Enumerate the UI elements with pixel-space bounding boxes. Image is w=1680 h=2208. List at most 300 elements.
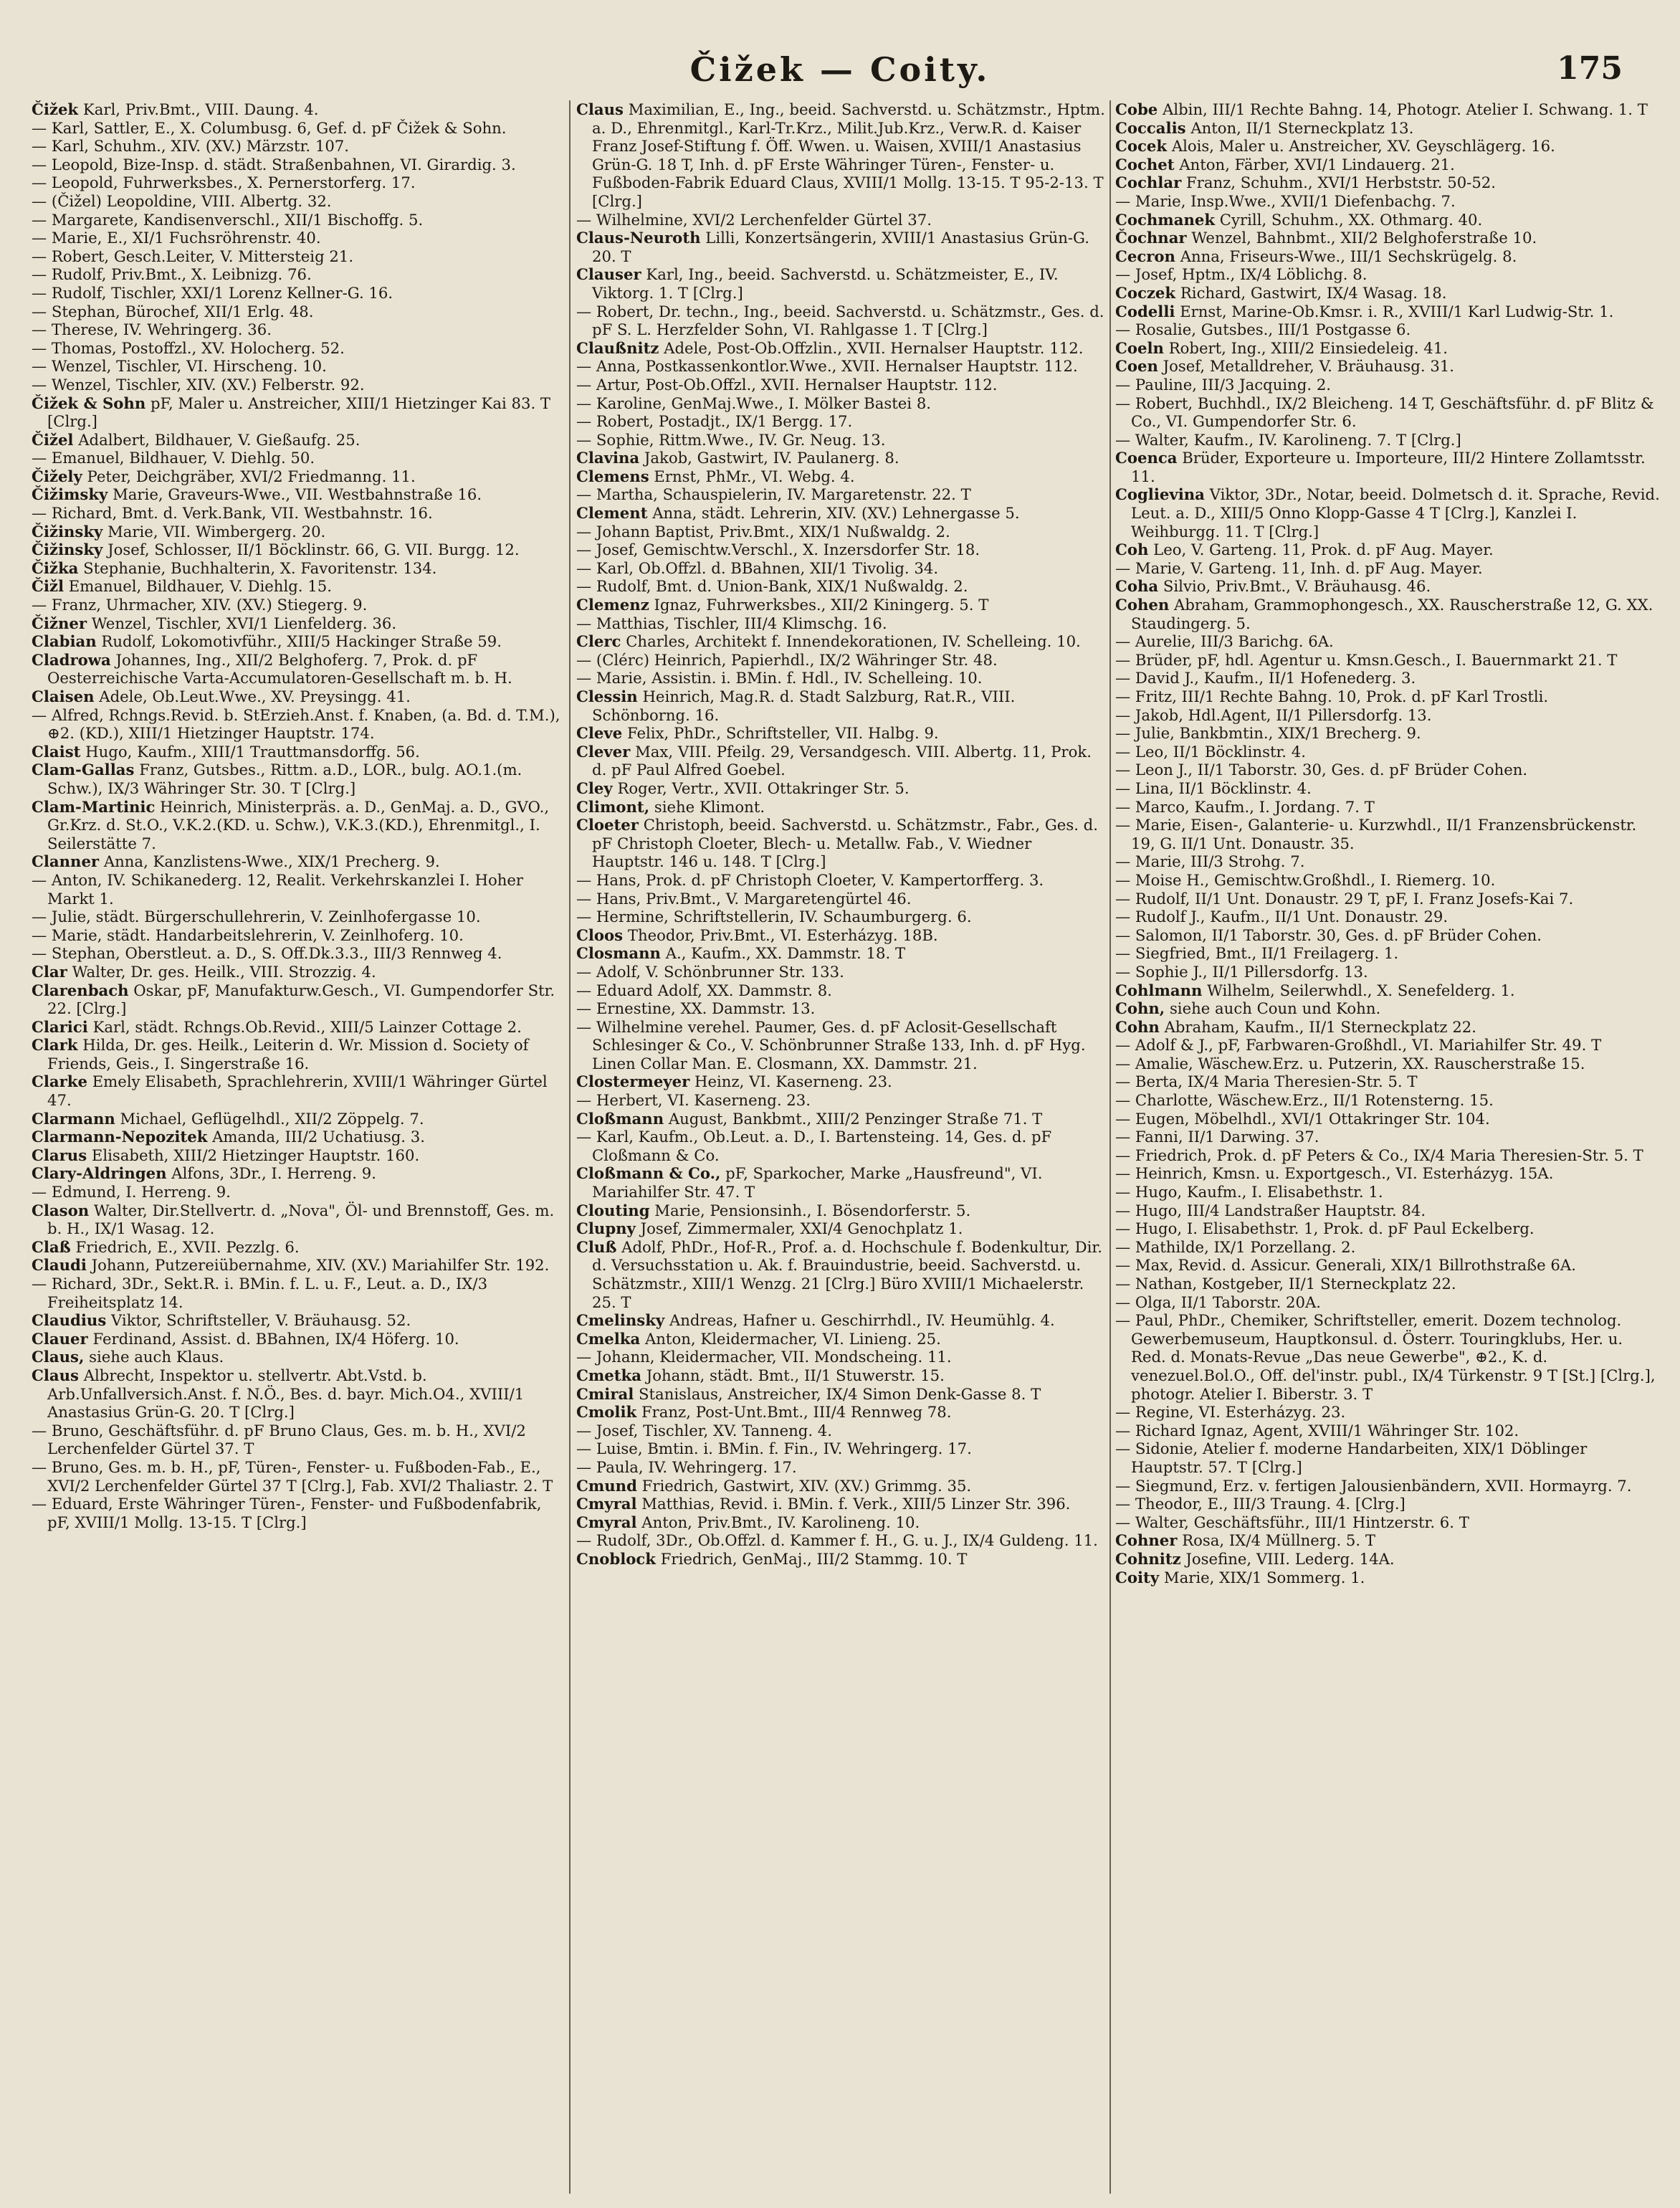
entry-surname: Claudi: [32, 1256, 87, 1275]
entry-details: — David J., Kaufm., II/1 Hofenederg. 3.: [1115, 669, 1416, 687]
entry-surname: Clostermeyer: [576, 1072, 690, 1091]
directory-entry: [32, 137, 562, 156]
entry-surname: Clam-Gallas: [32, 761, 135, 779]
entry-surname: Čižka: [32, 558, 79, 577]
directory-entry: [576, 357, 1107, 376]
entry-surname: Clarici: [32, 1017, 88, 1036]
entry-details: Karl, städt. Rchngs.Ob.Revid., XIII/5 Lainzer Cottage 2.: [92, 1017, 522, 1036]
entry-details: — Richard Ignaz, Agent, XVIII/1 Währinger Str. 102.: [1115, 1421, 1519, 1440]
entry-surname: Climont,: [576, 797, 650, 816]
entry-details: Silvio, Priv.Bmt., V. Bräuhausg. 46.: [1163, 577, 1431, 596]
entry-surname: Claußnitz: [576, 338, 659, 357]
entry-surname: Clason: [32, 1201, 90, 1219]
directory-entry: [1115, 485, 1660, 541]
entry-details: — Fanni, II/1 Darwing. 37.: [1115, 1128, 1319, 1146]
entry-surname: Clauser: [576, 265, 641, 284]
directory-entry: [1115, 156, 1660, 174]
entry-details: — Hans, Priv.Bmt., V. Margaretengürtel 46.: [576, 889, 912, 908]
entry-details: Viktor, Schriftsteller, V. Bräuhausg. 52.: [111, 1311, 411, 1330]
entry-details: Amanda, III/2 Uchatiusg. 3.: [212, 1128, 425, 1146]
entry-surname: Cohn: [1115, 1017, 1160, 1036]
directory-entry: [1115, 247, 1660, 266]
directory-entry: [32, 339, 562, 358]
entry-surname: Claus-Neuroth: [576, 229, 701, 247]
directory-entry: [576, 1513, 1107, 1532]
directory-entry: [1115, 559, 1660, 578]
entry-details: — Nathan, Kostgeber, II/1 Sterneckplatz 22.: [1115, 1275, 1456, 1293]
entry-details: Viktor, 3Dr., Notar, beeid. Dolmetsch d. it. Sprache, Revid. Leut. a. D., XIII/5 Onno Klopp-Gasse 4 T [Clrg.], Kanzlei I. Weihburgg. 11. T [Clrg.]: [1131, 485, 1660, 541]
directory-entry: [576, 1330, 1107, 1348]
directory-entry: [1115, 119, 1660, 138]
directory-entry: [32, 449, 562, 467]
entry-details: — Anna, Postkassenkontlor.Wwe., XVII. Hernalser Hauptstr. 112.: [576, 357, 1078, 376]
entry-details: — Marie, Insp.Wwe., XVII/1 Diefenbachg. 7.: [1115, 191, 1456, 210]
entry-surname: Cochlar: [1115, 173, 1182, 192]
entry-details: — Paul, PhDr., Chemiker, Schriftsteller, emerit. Dozem technolog. Gewerbemuseum, Hauptkonsul. d. Österr. Touringklubs, Her. u. Red. d. Monats-Revue „Das neue Gewerbe", ⊕2., K. d. venezuel.Bol.O., Off. del'instr. publ., IX/4 Türkenstr. 9 T [St.] [Clrg.], photogr. Atelier I. Biberstr. 3. T: [1115, 1311, 1656, 1403]
entry-details: Oskar, pF, Manufakturw.Gesch., VI. Gumpendorfer Str. 22. [Clrg.]: [47, 981, 555, 1018]
column-divider: [1109, 100, 1111, 2194]
entry-details: — Hermine, Schriftstellerin, IV. Schaumburgerg. 6.: [576, 908, 972, 926]
entry-surname: Cohen: [1115, 596, 1170, 614]
directory-entry: [1115, 265, 1660, 284]
directory-entry: [32, 1366, 562, 1422]
directory-entry: [576, 504, 1107, 523]
entry-surname: Cmyral: [576, 1513, 637, 1531]
entry-details: — Fritz, III/1 Rechte Bahng. 10, Prok. d. pF Karl Trostli.: [1115, 687, 1549, 705]
entry-details: — Lina, II/1 Böcklinstr. 4.: [1115, 779, 1312, 797]
entry-details: — Salomon, II/1 Taborstr. 30, Ges. d. pF Brüder Cohen.: [1115, 925, 1542, 944]
entry-surname: Čižel: [32, 430, 74, 449]
entry-details: — Rudolf J., Kaufm., II/1 Unt. Donaustr. 29.: [1115, 908, 1448, 926]
directory-entry: [32, 596, 562, 614]
entry-details: — Julie, städt. Bürgerschullehrerin, V. Zeinlhofergasse 10.: [32, 908, 481, 926]
entry-details: — Wilhelmine, XVI/2 Lerchenfelder Gürtel 37.: [576, 210, 932, 229]
entry-details: Lilli, Konzertsängerin, XVIII/1 Anastasius Grün-G. 20. T: [592, 229, 1089, 265]
entry-surname: Coha: [1115, 577, 1159, 596]
directory-entry: [576, 651, 1107, 670]
entry-details: — Ernestine, XX. Dammstr. 13.: [576, 999, 816, 1018]
entry-details: — (Clérc) Heinrich, Papierhdl., IX/2 Währinger Str. 48.: [576, 650, 998, 669]
directory-entry: [576, 1018, 1107, 1073]
entry-details: — Friedrich, Prok. d. pF Peters & Co., IX/4 Maria Theresien-Str. 5. T: [1115, 1146, 1643, 1164]
entry-surname: Coczek: [1115, 283, 1176, 302]
directory-entry: [576, 908, 1107, 926]
entry-details: Stanislaus, Anstreicher, IX/4 Simon Denk-Gasse 8. T: [639, 1384, 1041, 1403]
directory-entry: [1115, 1201, 1660, 1220]
directory-entry: [576, 1311, 1107, 1330]
directory-entry: [32, 559, 562, 578]
directory-entry: [576, 871, 1107, 890]
directory-entry: [1115, 541, 1660, 559]
entry-details: Hugo, Kaufm., XIII/1 Trauttmansdorffg. 56.: [85, 742, 420, 761]
entry-details: pF, Sparkocher, Marke „Hausfreund", VI. Mariahilfer Str. 47. T: [592, 1164, 1043, 1201]
directory-entry: [32, 284, 562, 303]
entry-details: Michael, Geflügelhdl., XII/2 Zöppelg. 7.: [120, 1109, 424, 1128]
directory-entry: [1115, 1403, 1660, 1422]
entry-details: Anna, städt. Lehrerin, XIV. (XV.) Lehnergasse 5.: [652, 504, 1020, 523]
entry-surname: Cobe: [1115, 100, 1158, 118]
directory-entry: [1115, 1275, 1660, 1293]
directory-entry: [1115, 1110, 1660, 1128]
entry-details: — Robert, Gesch.Leiter, V. Mittersteig 21.: [32, 247, 354, 265]
directory-entry: [576, 229, 1107, 265]
entry-surname: Čochnar: [1115, 229, 1187, 247]
entry-details: — Marie, V. Garteng. 11, Inh. d. pF Aug. Mayer.: [1115, 558, 1483, 577]
directory-entry: [32, 944, 562, 963]
directory-entry: [1115, 1293, 1660, 1312]
entry-details: Alois, Maler u. Anstreicher, XV. Geyschlägerg. 16.: [1171, 137, 1555, 156]
entry-surname: Clerc: [576, 632, 621, 651]
entry-details: Anton, II/1 Sterneckplatz 13.: [1190, 118, 1414, 137]
directory-entry: [576, 1366, 1107, 1385]
entry-details: — Pauline, III/3 Jacquing. 2.: [1115, 375, 1332, 394]
entry-details: Roger, Vertr., XVII. Ottakringer Str. 5.: [617, 779, 910, 797]
entry-details: — Richard, 3Dr., Sekt.R. i. BMin. f. L. u. F., Leut. a. D., IX/3 Freiheitsplatz 14.: [32, 1275, 488, 1311]
entry-surname: Claist: [32, 742, 81, 761]
entry-details: — Luise, Bmtin. i. BMin. f. Fin., IV. Wehringerg. 17.: [576, 1440, 972, 1458]
directory-entry: [32, 632, 562, 651]
directory-entry: [576, 816, 1107, 871]
entry-details: — Thomas, Postoffzl., XV. Holocherg. 52.: [32, 338, 345, 357]
entry-surname: Cochmanek: [1115, 210, 1216, 229]
directory-entry: [32, 926, 562, 945]
entry-surname: Clarus: [32, 1146, 87, 1164]
entry-details: — Hans, Prok. d. pF Christoph Cloeter, V. Kampertorfferg. 3.: [576, 870, 1044, 889]
directory-entry: [576, 1072, 1107, 1091]
entry-details: Stephanie, Buchhalterin, X. Favoritenstr. 134.: [83, 558, 437, 577]
entry-details: Richard, Gastwirt, IX/4 Wasag. 18.: [1180, 283, 1447, 302]
entry-details: — Hugo, Kaufm., I. Elisabethstr. 1.: [1115, 1183, 1383, 1201]
entry-details: — Aurelie, III/3 Barichg. 6A.: [1115, 632, 1334, 651]
entry-details: — Eugen, Möbelhdl., XVI/1 Ottakringer Str. 104.: [1115, 1109, 1490, 1128]
directory-entry: [1115, 743, 1660, 761]
directory-entry: [576, 687, 1107, 724]
entry-details: Albin, III/1 Rechte Bahng. 14, Photogr. Atelier I. Schwang. 1. T: [1163, 100, 1648, 118]
directory-entry: [32, 1110, 562, 1128]
entry-surname: Clessin: [576, 687, 638, 705]
directory-entry: [32, 1164, 562, 1183]
entry-surname: Clemenz: [576, 596, 649, 614]
directory-entry: [1115, 449, 1660, 485]
entry-details: — Siegmund, Erz. v. fertigen Jalousienbändern, XVII. Hormayrg. 7.: [1115, 1476, 1632, 1495]
entry-surname: Cley: [576, 779, 613, 797]
entry-surname: Cohlmann: [1115, 981, 1203, 999]
directory-entry: [576, 779, 1107, 798]
directory-entry: [32, 1072, 562, 1109]
entry-details: — Berta, IX/4 Maria Theresien-Str. 5. T: [1115, 1072, 1418, 1091]
entry-surname: Čižinsky: [32, 541, 103, 559]
entry-details: — Julie, Bankbmtin., XIX/1 Brecherg. 9.: [1115, 724, 1421, 743]
entry-details: — Wilhelmine verehel. Paumer, Ges. d. pF Aclosit-Gesellschaft Schlesinger & Co., V. Schönbrunner Straße 133, Inh. d. pF Hyg. Linen Collar Man. E. Closmann, XX. Dammstr. 21.: [576, 1017, 1086, 1072]
directory-entry: [32, 687, 562, 706]
entry-surname: Coity: [1115, 1568, 1160, 1586]
entry-details: Walter, Dr. ges. Heilk., VIII. Strozzig. 4.: [72, 962, 376, 981]
entry-surname: Čižinsky: [32, 522, 103, 541]
entry-details: — Sidonie, Atelier f. moderne Handarbeiten, XIX/1 Döblinger Hauptstr. 57. T [Clrg.]: [1115, 1440, 1588, 1476]
entry-surname: Clement: [576, 504, 648, 523]
entry-details: — Brüder, pF, hdl. Agentur u. Kmsn.Gesch., I. Bauernmarkt 21. T: [1115, 650, 1618, 669]
entry-details: — Olga, II/1 Taborstr. 20A.: [1115, 1293, 1322, 1311]
entry-surname: Claus,: [32, 1348, 85, 1366]
directory-entry: [32, 1128, 562, 1146]
entry-details: Anton, Kleidermacher, VI. Linieng. 25.: [644, 1329, 941, 1348]
entry-details: — Heinrich, Kmsn. u. Exportgesch., VI. Esterházyg. 15A.: [1115, 1164, 1554, 1183]
directory-entry: [1115, 651, 1660, 670]
directory-entry: [1115, 1072, 1660, 1091]
entry-surname: Cmelka: [576, 1329, 641, 1348]
entry-surname: Coh: [1115, 541, 1149, 559]
entry-details: Johannes, Ing., XII/2 Belghoferg. 7, Prok. d. pF Oesterreichische Varta-Accumulatoren-Gesellschaft m. b. H.: [47, 650, 512, 687]
entry-details: Emely Elisabeth, Sprachlehrerin, XVIII/1 Währinger Gürtel 47.: [47, 1072, 548, 1110]
entry-details: Abraham, Kaufm., II/1 Sterneckplatz 22.: [1164, 1017, 1477, 1036]
entry-surname: Čižely: [32, 467, 82, 485]
entry-details: Walter, Dir.Stellvertr. d. „Nova", Öl- und Brennstoff, Ges. m. b. H., IX/1 Wasag. 12.: [47, 1201, 555, 1238]
directory-entry: [32, 852, 562, 871]
entry-details: Friedrich, Gastwirt, XIV. (XV.) Grimmg. 35.: [641, 1476, 972, 1495]
entry-details: Jakob, Gastwirt, IV. Paulanerg. 8.: [644, 449, 899, 467]
directory-entry: [32, 1036, 562, 1072]
directory-entry: [1115, 1550, 1660, 1569]
directory-entry: [1115, 908, 1660, 926]
entry-surname: Clavina: [576, 449, 640, 467]
directory-entry: [32, 871, 562, 908]
entry-details: — Hugo, III/4 Landstraßer Hauptstr. 84.: [1115, 1201, 1426, 1219]
directory-entry: [32, 467, 562, 486]
entry-details: — Karl, Ob.Offzl. d. BBahnen, XII/1 Tivolig. 34.: [576, 558, 939, 577]
entry-surname: Clarmann: [32, 1109, 115, 1128]
directory-entry: [32, 320, 562, 339]
entry-details: — Regine, VI. Esterházyg. 23.: [1115, 1403, 1346, 1422]
directory-entry: [1115, 192, 1660, 211]
directory-entry: [32, 1018, 562, 1037]
entry-details: — Eduard Adolf, XX. Dammstr. 8.: [576, 981, 832, 999]
directory-entry: [1115, 1495, 1660, 1513]
entry-surname: Coccalis: [1115, 118, 1186, 137]
entry-details: — Robert, Buchhdl., IX/2 Bleicheng. 14 T, Geschäftsführ. d. pF Blitz & Co., VI. Gumpendorfer Str. 6.: [1115, 394, 1654, 431]
entry-surname: Cmetka: [576, 1366, 641, 1384]
entry-details: A., Kaufm., XX. Dammstr. 18. T: [665, 944, 906, 963]
directory-entry: [1115, 852, 1660, 871]
entry-details: — Leopold, Fuhrwerksbes., X. Pernerstorferg. 17.: [32, 173, 416, 192]
entry-details: Franz, Schuhm., XVI/1 Herbststr. 50-52.: [1186, 173, 1497, 192]
entry-details: — Charlotte, Wäschew.Erz., II/1 Rotensterng. 15.: [1115, 1091, 1494, 1110]
entry-details: August, Bankbmt., XIII/2 Penzinger Straße 71. T: [668, 1109, 1043, 1128]
entry-details: — Franz, Uhrmacher, XIV. (XV.) Stiegerg. 9.: [32, 596, 368, 614]
entry-details: Heinz, VI. Kaserneng. 23.: [695, 1072, 892, 1091]
directory-entry: [576, 669, 1107, 687]
directory-entry: [1115, 1311, 1660, 1403]
directory-entry: [1115, 1036, 1660, 1055]
entry-details: Josef, Schlosser, II/1 Böcklinstr. 66, G. VII. Burgg. 12.: [108, 541, 520, 559]
directory-entry: [1115, 926, 1660, 945]
entry-details: Johann, städt. Bmt., II/1 Stuwerstr. 15.: [646, 1366, 945, 1384]
directory-entry: [1115, 394, 1660, 431]
entry-details: — Richard, Bmt. d. Verk.Bank, VII. Westbahnstr. 16.: [32, 504, 433, 523]
entry-surname: Clarenbach: [32, 981, 129, 999]
entry-surname: Clemens: [576, 467, 649, 485]
directory-entry: [576, 1164, 1107, 1201]
entry-details: Ferdinand, Assist. d. BBahnen, IX/4 Höferg. 10.: [92, 1329, 459, 1348]
entry-details: Friedrich, E., XVII. Pezzlg. 6.: [75, 1237, 300, 1256]
directory-entry: [576, 1348, 1107, 1366]
entry-details: — Wenzel, Tischler, VI. Hirscheng. 10.: [32, 357, 327, 376]
entry-details: Wilhelm, Seilerwhdl., X. Senefelderg. 1.: [1207, 981, 1515, 999]
entry-surname: Cohner: [1115, 1531, 1178, 1550]
entry-details: Leo, V. Garteng. 11, Prok. d. pF Aug. Mayer.: [1153, 541, 1494, 559]
directory-entry: [1115, 596, 1660, 632]
entry-surname: Cmund: [576, 1476, 637, 1495]
directory-entry: [1115, 577, 1660, 596]
directory-entry: [1115, 779, 1660, 798]
directory-entry: [1115, 1569, 1660, 1587]
directory-entry: [32, 523, 562, 541]
entry-surname: Coeln: [1115, 338, 1164, 357]
entry-details: — Mathilde, IX/1 Porzellang. 2.: [1115, 1237, 1356, 1256]
directory-entry: [32, 173, 562, 192]
entry-surname: Čižner: [32, 614, 87, 632]
directory-entry: [576, 1440, 1107, 1458]
entry-details: Rosa, IX/4 Müllnerg. 5. T: [1182, 1531, 1376, 1550]
entry-details: — Rosalie, Gutsbes., III/1 Postgasse 6.: [1115, 320, 1411, 339]
column-1: [32, 100, 562, 2194]
entry-surname: Cloos: [576, 925, 624, 944]
entry-details: — Karl, Sattler, E., X. Columbusg. 6, Gef. d. pF Čižek & Sohn.: [32, 118, 507, 137]
entry-details: — Sophie J., II/1 Pillersdorfg. 13.: [1115, 962, 1368, 981]
entry-details: — Karoline, GenMaj.Wwe., I. Mölker Bastei 8.: [576, 394, 932, 412]
entry-surname: Clarmann-Nepozitek: [32, 1128, 208, 1146]
entry-details: — Edmund, I. Herreng. 9.: [32, 1183, 231, 1201]
entry-details: Ernst, PhMr., VI. Webg. 4.: [654, 467, 855, 485]
directory-entry: [1115, 1440, 1660, 1476]
entry-details: Theodor, Priv.Bmt., VI. Esterházyg. 18B.: [627, 925, 938, 944]
directory-entry: [32, 485, 562, 504]
entry-details: Max, VIII. Pfeilg. 29, Versandgesch. VIII. Albertg. 11, Prok. d. pF Paul Alfred Goebel.: [592, 742, 1092, 779]
entry-details: — Rudolf, 3Dr., Ob.Offzl. d. Kammer f. H., G. u. J., IX/4 Guldeng. 11.: [576, 1531, 1098, 1550]
entry-details: Franz, Gutsbes., Rittm. a.D., LOR., bulg. AO.1.(m. Schw.), IX/3 Währinger Str. 30. T [Clrg.]: [47, 761, 522, 797]
directory-entry: [1115, 284, 1660, 303]
entry-details: — Therese, IV. Wehringerg. 36.: [32, 320, 272, 339]
entry-details: — Marie, Eisen-, Galanterie- u. Kurzwhdl., II/1 Franzensbrückenstr. 19, G. II/1 Unt. Donaustr. 35.: [1115, 816, 1637, 852]
directory-entry: [576, 1458, 1107, 1477]
entry-surname: Cmyral: [576, 1495, 637, 1513]
entry-details: Alfons, 3Dr., I. Herreng. 9.: [171, 1164, 376, 1183]
entry-details: — (Čižel) Leopoldine, VIII. Albertg. 32.: [32, 191, 332, 210]
entry-surname: Čižek: [32, 100, 79, 118]
directory-entry: [32, 1348, 562, 1366]
entry-surname: Cluß: [576, 1237, 617, 1256]
entry-surname: Cnoblock: [576, 1549, 656, 1568]
entry-details: Marie, Graveurs-Wwe., VII. Westbahnstraße 16.: [113, 485, 482, 504]
entry-surname: Čižimsky: [32, 485, 108, 504]
directory-entry: [1115, 137, 1660, 156]
directory-entry: [32, 963, 562, 981]
directory-entry: [1115, 339, 1660, 358]
entry-details: Christoph, beeid. Sachverstd. u. Schätzmstr., Fabr., Ges. d. pF Christoph Cloeter, Blech- u. Metallw. Fab., V. Wiedner Hauptstr. 146 u. 148. T [Clrg.]: [592, 816, 1098, 871]
entry-details: — Siegfried, Bmt., II/1 Freilagerg. 1.: [1115, 944, 1399, 963]
directory-entry: [576, 1238, 1107, 1311]
directory-entry: [1115, 320, 1660, 339]
directory-entry: [32, 119, 562, 138]
directory-entry: [1115, 431, 1660, 449]
directory-entry: [576, 1091, 1107, 1110]
entry-surname: Cmolik: [576, 1403, 637, 1422]
directory-entry: [576, 559, 1107, 578]
entry-details: — Marco, Kaufm., I. Jordang. 7. T: [1115, 797, 1375, 816]
entry-details: — Walter, Kaufm., IV. Karolineng. 7. T [Clrg.]: [1115, 430, 1461, 449]
entry-surname: Claus: [576, 100, 624, 118]
directory-entry: [1115, 981, 1660, 1000]
directory-entry: [32, 908, 562, 926]
entry-details: Heinrich, Ministerpräs. a. D., GenMaj. a. D., GVO., Gr.Krz. d. St.O., V.K.2.(KD. u. Schw.), V.K.3.(KD.), Ehrenmitgl., I. Seilerstätte 7.: [47, 797, 550, 852]
directory-entry: [32, 541, 562, 559]
directory-entry: [1115, 229, 1660, 247]
directory-entry: [32, 504, 562, 523]
directory-entry: [576, 376, 1107, 394]
directory-entry: [32, 1422, 562, 1458]
directory-entry: [576, 1110, 1107, 1128]
entry-surname: Clauer: [32, 1329, 88, 1348]
entry-surname: Coglievina: [1115, 485, 1205, 504]
entry-details: — Paula, IV. Wehringerg. 17.: [576, 1457, 797, 1476]
directory-entry: [32, 981, 562, 1018]
entry-details: Josefine, VIII. Lederg. 14A.: [1185, 1549, 1395, 1568]
directory-entry: [576, 431, 1107, 449]
directory-entry: [32, 156, 562, 174]
directory-entry: [1115, 1531, 1660, 1550]
entry-surname: Cmiral: [576, 1384, 634, 1403]
entry-details: Anna, Friseurs-Wwe., III/1 Sechskrügelg. 8.: [1180, 247, 1517, 265]
entry-details: Albrecht, Inspektor u. stellvertr. Abt.Vstd. b. Arb.Unfallversich.Anst. f. N.Ö., Bes. d. bayr. Mich.O4., XVIII/1 Anastasius Grün-G. 20. T [Clrg.]: [47, 1366, 525, 1422]
entry-details: Elisabeth, XIII/2 Hietzinger Hauptstr. 160.: [91, 1146, 420, 1164]
entry-details: — Jakob, Hdl.Agent, II/1 Pillersdorfg. 13.: [1115, 705, 1432, 724]
entry-surname: Cochet: [1115, 155, 1175, 173]
directory-entry: [1115, 706, 1660, 725]
directory-entry: [1115, 798, 1660, 817]
entry-details: — Stephan, Oberstleut. a. D., S. Off.Dk.3.3., III/3 Rennweg 4.: [32, 944, 502, 963]
entry-details: — Josef, Gemischtw.Verschl., X. Inzersdorfer Str. 18.: [576, 541, 980, 559]
entry-details: — Bruno, Geschäftsführ. d. pF Bruno Claus, Ges. m. b. H., XVI/2 Lerchenfelder Gürtel 37. T: [32, 1421, 526, 1458]
entry-surname: Closmann: [576, 944, 661, 963]
directory-entry: [1115, 1164, 1660, 1183]
directory-entry: [32, 357, 562, 376]
entry-details: Peter, Deichgräber, XVI/2 Friedmanng. 11.: [87, 467, 416, 485]
page-number: 175: [1557, 50, 1623, 87]
entry-details: — Emanuel, Bildhauer, V. Diehlg. 50.: [32, 449, 315, 467]
entry-details: Emanuel, Bildhauer, V. Diehlg. 15.: [68, 577, 332, 596]
directory-entry: [576, 1422, 1107, 1440]
entry-details: Heinrich, Mag.R. d. Stadt Salzburg, Rat.R., VIII. Schönborng. 16.: [592, 687, 1016, 724]
directory-entry: [1115, 632, 1660, 651]
directory-entry: [576, 1128, 1107, 1164]
entry-surname: Čižl: [32, 577, 64, 596]
directory-entry: [32, 100, 562, 119]
entry-details: — Robert, Dr. techn., Ing., beeid. Sachverstd. u. Schätzmstr., Ges. d. pF S. L. Herzfelder Sohn, VI. Rahlgasse 1. T [Clrg.]: [576, 302, 1104, 339]
entry-surname: Claus: [32, 1366, 79, 1384]
entry-details: Karl, Ing., beeid. Sachverstd. u. Schätzmeister, E., IV. Viktorg. 1. T [Clrg.]: [592, 265, 1059, 302]
directory-entry: [32, 211, 562, 229]
directory-entry: [576, 1201, 1107, 1220]
entry-surname: Clarke: [32, 1072, 87, 1091]
directory-entry: [576, 1477, 1107, 1495]
directory-entry: [576, 743, 1107, 779]
entry-details: Marie, VII. Wimbergerg. 20.: [108, 522, 326, 541]
entry-surname: Cloßmann: [576, 1109, 664, 1128]
entry-details: Adele, Ob.Leut.Wwe., XV. Preysingg. 41.: [99, 687, 411, 705]
directory-entry: [32, 743, 562, 761]
directory-entry: [32, 303, 562, 321]
directory-entry: [576, 798, 1107, 817]
entry-details: Josef, Metalldreher, V. Bräuhausg. 31.: [1163, 357, 1455, 376]
